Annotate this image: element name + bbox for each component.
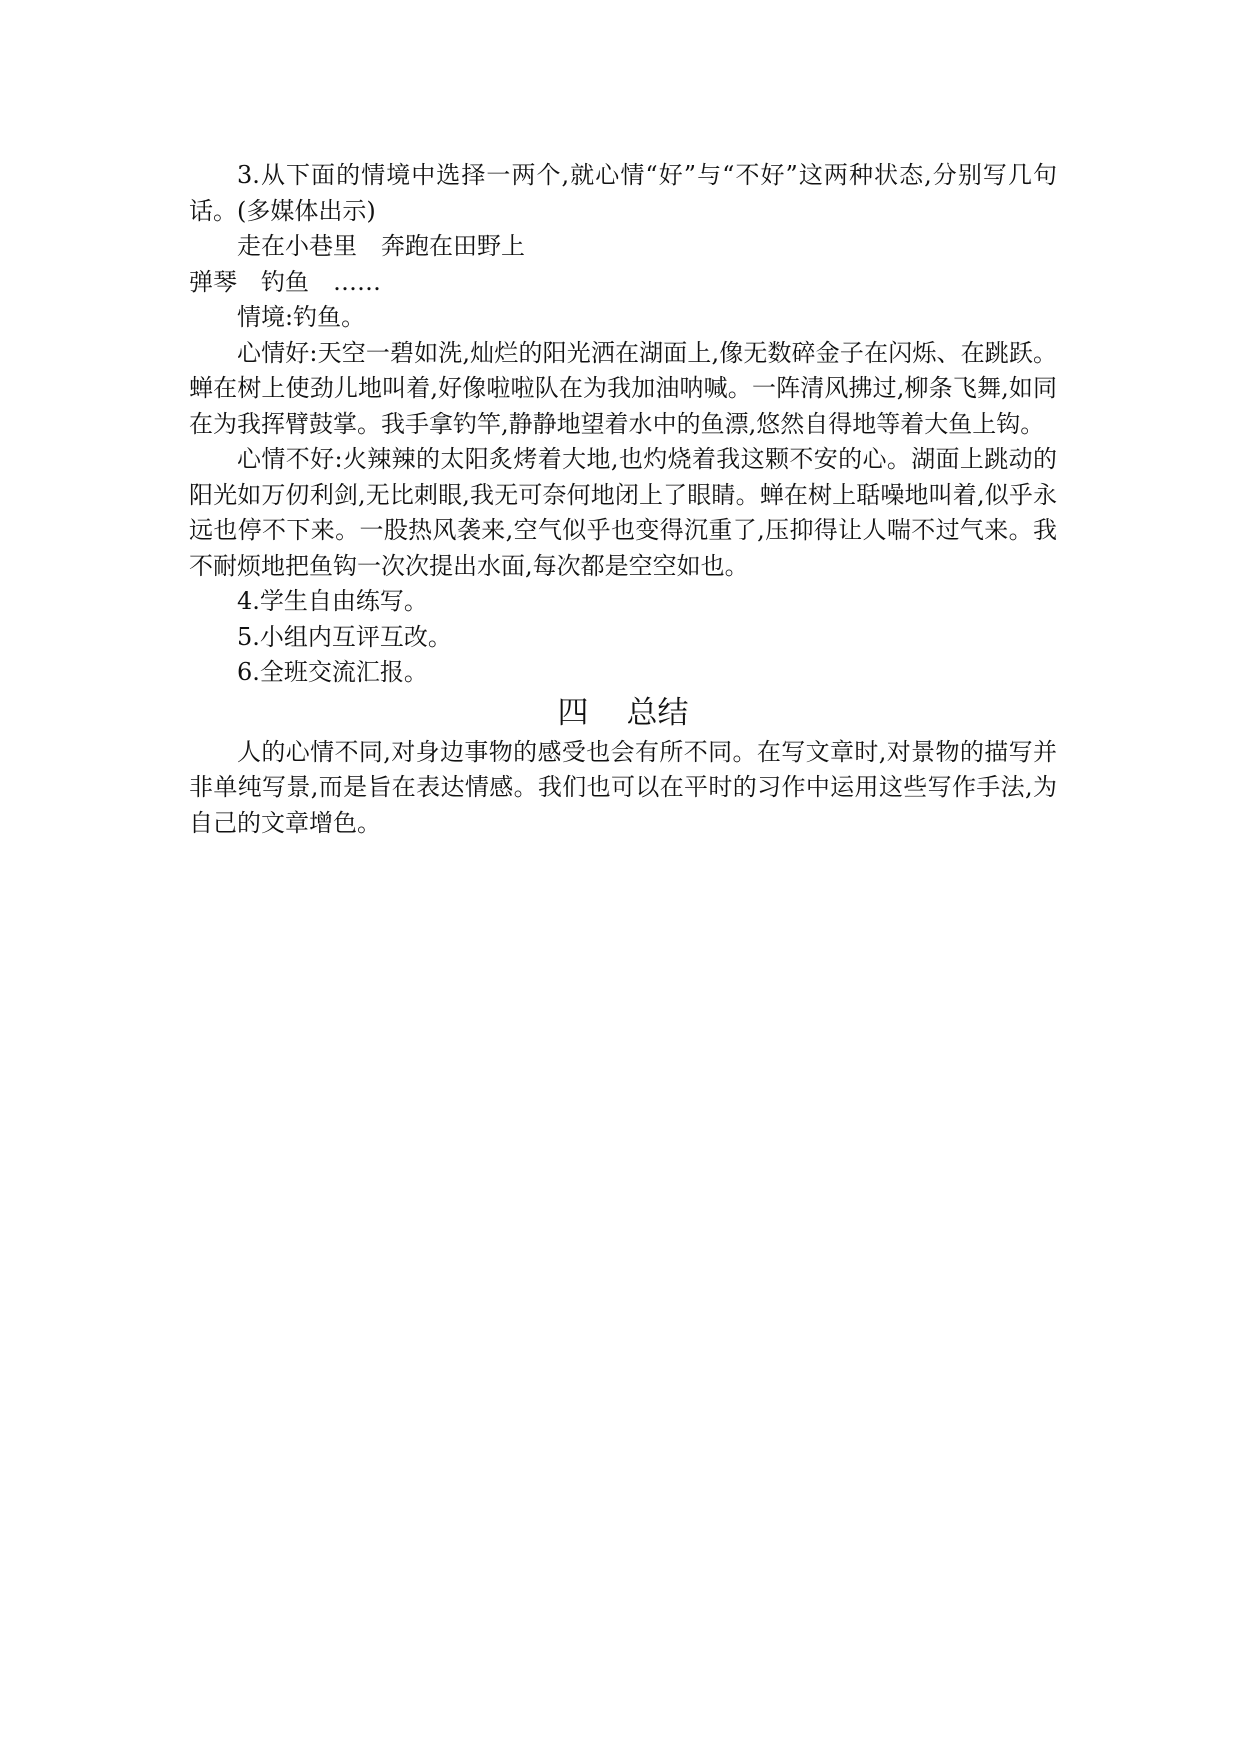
scenario-options-line-1: 走在小巷里 奔跑在田野上 — [237, 232, 525, 260]
step-4-item: 4.学生自由练写。 — [237, 587, 428, 615]
instruction-paragraph: 3.从下面的情境中选择一两个,就心情“好”与“不好”这两种状态,分别写几句话。(多媒体出示) — [189, 161, 1057, 225]
document-body — [189, 158, 1057, 841]
section-heading — [189, 691, 1057, 735]
scenario-options-line-2: 弹琴 钓鱼 …… — [189, 267, 381, 296]
step-5-item: 5.小组内互评互改。 — [237, 622, 452, 651]
step-6-item: 6.全班交流汇报。 — [237, 658, 428, 686]
section-title: 总结 — [626, 694, 689, 731]
summary-paragraph: 人的心情不同,对身边事物的感受也会有所不同。在写文章时,对景物的描写并非单纯写景,而是旨在表达情感。我们也可以在平时的习作中运用这些写作手法,为自己的文章增色。 — [189, 737, 1057, 837]
scenario-label: 情境:钓鱼。 — [237, 303, 366, 331]
good-mood-paragraph: 心情好:天空一碧如洗,灿烂的阳光洒在湖面上,像无数碎金子在闪烁、在跳跃。蝉在树上使劲儿地叫着,好像啦啦队在为我加油呐喊。一阵清风拂过,柳条飞舞,如同在为我挥臂鼓掌。我手拿钓竿,静静地望着水中的鱼漂,悠然自得地等着大鱼上钩。 — [189, 338, 1057, 438]
section-number: 四 — [557, 694, 589, 731]
bad-mood-paragraph: 心情不好:火辣辣的太阳炙烤着大地,也灼烧着我这颗不安的心。湖面上跳动的阳光如万仞利剑,无比刺眼,我无可奈何地闭上了眼睛。蝉在树上聒噪地叫着,似乎永远也停不下来。一股热风袭来,空气似乎也变得沉重了,压抑得让人喘不过气来。我不耐烦地把鱼钩一次次提出水面,每次都是空空如也。 — [189, 445, 1057, 580]
